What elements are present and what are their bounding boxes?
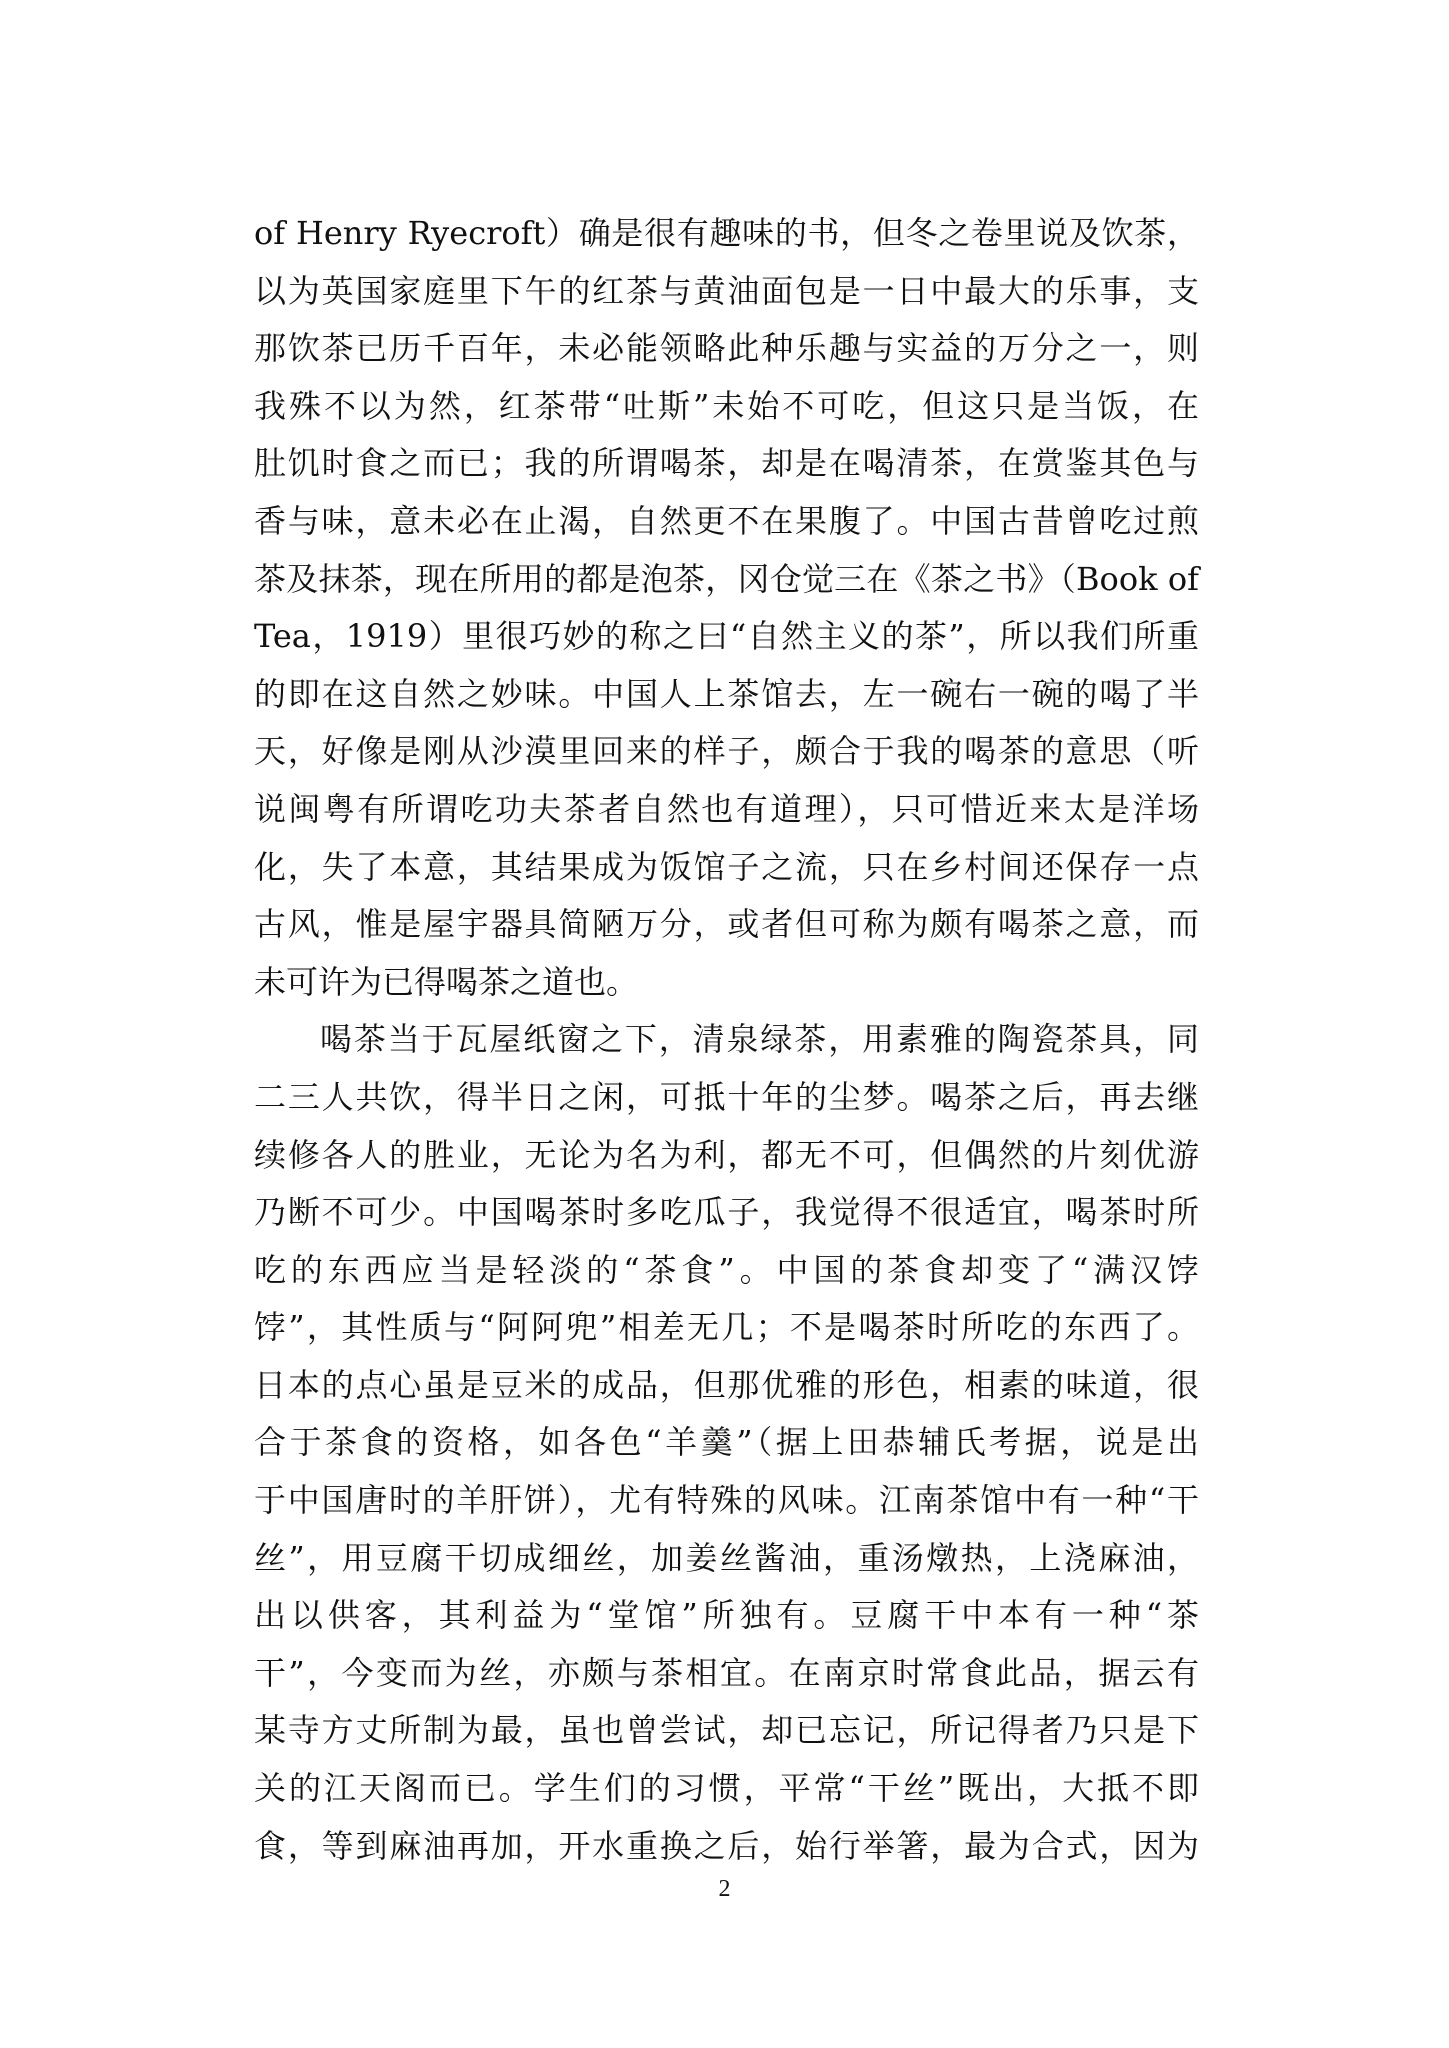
text-line: 丝”，用豆腐干切成细丝，加姜丝酱油，重汤燉热，上浇麻油， bbox=[254, 1538, 1199, 1577]
text-line: Tea，1919）里很巧妙的称之曰“自然主义的茶”，所以我们所重 bbox=[254, 617, 1199, 656]
text-line: 茶及抹茶，现在所用的都是泡茶，冈仓觉三在《茶之书》（Book of bbox=[254, 559, 1199, 598]
text-line: 的即在这自然之妙味。中国人上茶馆去，左一碗右一碗的喝了半 bbox=[254, 674, 1199, 713]
page-number: 2 bbox=[718, 1876, 731, 1902]
text-line: 肚饥时食之而已；我的所谓喝茶，却是在喝清茶，在赏鉴其色与 bbox=[254, 444, 1199, 483]
text-line: 续修各人的胜业，无论为名为利，都无不可，但偶然的片刻优游 bbox=[254, 1135, 1199, 1174]
body-text bbox=[254, 205, 1199, 1875]
text-line: 喝茶当于瓦屋纸窗之下，清泉绿茶，用素雅的陶瓷茶具，同 bbox=[320, 1020, 1199, 1059]
text-line: 二三人共饮，得半日之闲，可抵十年的尘梦。喝茶之后，再去继 bbox=[254, 1077, 1199, 1116]
text-line: 日本的点心虽是豆米的成品，但那优雅的形色，相素的味道，很 bbox=[254, 1365, 1199, 1404]
text-line: 说闽粤有所谓吃功夫茶者自然也有道理），只可惜近来太是洋场 bbox=[254, 789, 1199, 828]
text-line: 干”，今变而为丝，亦颇与茶相宜。在南京时常食此品，据云有 bbox=[254, 1653, 1199, 1692]
text-line: 那饮茶已历千百年，未必能领略此种乐趣与实益的万分之一，则 bbox=[254, 329, 1199, 368]
text-line: 出以供客，其利益为“堂馆”所独有。豆腐干中本有一种“茶 bbox=[254, 1596, 1199, 1635]
text-line: 化，失了本意，其结果成为饭馆子之流，只在乡村间还保存一点 bbox=[254, 847, 1199, 886]
text-line: 食，等到麻油再加，开水重换之后，始行举箸，最为合式，因为 bbox=[254, 1826, 1199, 1865]
text-line: 合于茶食的资格，如各色“羊羹”（据上田恭辅氏考据，说是出 bbox=[254, 1423, 1199, 1462]
text-line: 我殊不以为然，红茶带“吐斯”未始不可吃，但这只是当饭，在 bbox=[254, 386, 1199, 425]
text-line: 关的江天阁而已。学生们的习惯，平常“干丝”既出，大抵不即 bbox=[254, 1769, 1199, 1808]
text-line: 香与味，意未必在止渴，自然更不在果腹了。中国古昔曾吃过煎 bbox=[254, 501, 1199, 540]
text-line: 以为英国家庭里下午的红茶与黄油面包是一日中最大的乐事，支 bbox=[254, 271, 1199, 310]
text-line: 饽”，其性质与“阿阿兜”相差无几；不是喝茶时所吃的东西了。 bbox=[254, 1308, 1199, 1347]
text-line: 于中国唐时的羊肝饼），尤有特殊的风味。江南茶馆中有一种“干 bbox=[254, 1481, 1199, 1520]
text-line: 吃的东西应当是轻淡的“茶食”。中国的茶食却变了“满汉饽 bbox=[254, 1250, 1199, 1289]
paragraph bbox=[254, 205, 1199, 1011]
text-line: 天，好像是刚从沙漠里回来的样子，颇合于我的喝茶的意思（听 bbox=[254, 732, 1199, 771]
text-line: 古风，惟是屋宇器具简陋万分，或者但可称为颇有喝茶之意，而 bbox=[254, 905, 1199, 944]
text-line: 某寺方丈所制为最，虽也曾尝试，却已忘记，所记得者乃只是下 bbox=[254, 1711, 1199, 1750]
text-line: of Henry Ryecroft）确是很有趣味的书，但冬之卷里说及饮茶， bbox=[254, 214, 1199, 252]
paragraph bbox=[254, 1011, 1199, 1875]
text-line: 乃断不可少。中国喝茶时多吃瓜子，我觉得不很适宜，喝茶时所 bbox=[254, 1193, 1199, 1232]
text-line: 未可许为已得喝茶之道也。 bbox=[254, 962, 639, 1001]
